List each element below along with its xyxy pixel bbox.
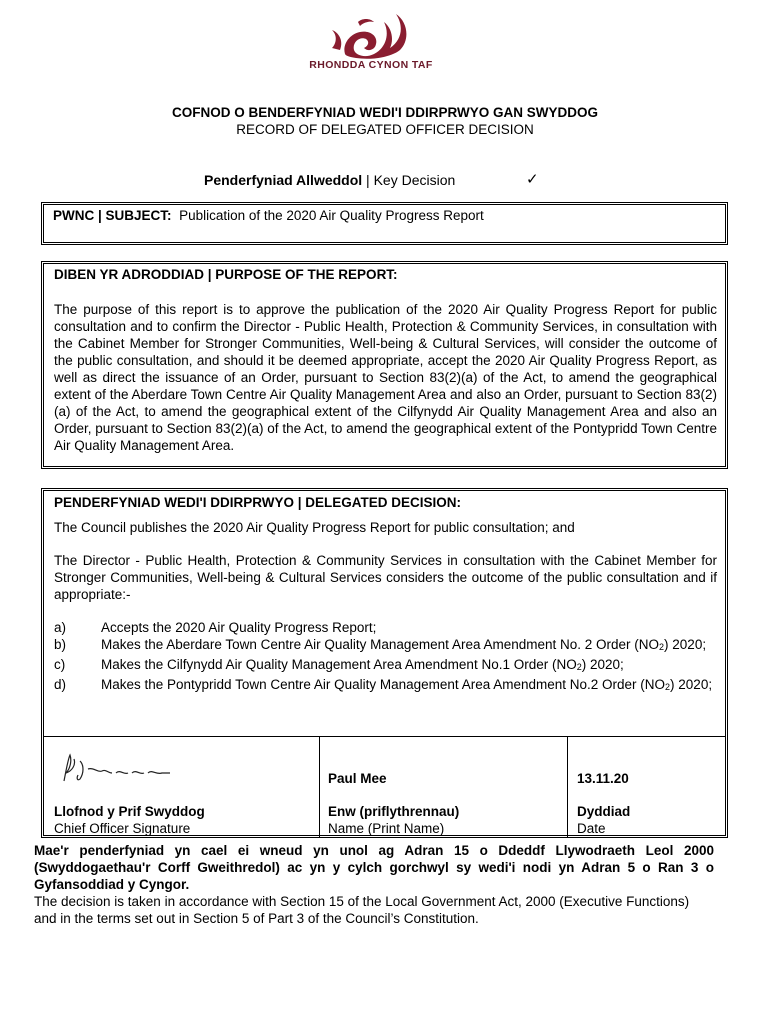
list-text: Makes the Aberdare Town Centre Air Quality Management Area Amendment No. 2 Order $(NO_2)$ 2020; — [101, 637, 707, 652]
list-item — [54, 619, 717, 636]
key-decision-label — [204, 172, 455, 188]
subject-text: Publication of the 2020 Air Quality Progress Report — [179, 208, 484, 223]
signature-label-welsh: Llofnod y Prif Swyddog — [54, 804, 205, 819]
signature-label-english: Chief Officer Signature — [54, 821, 191, 836]
page-title-english: RECORD OF DELEGATED OFFICER DECISION — [236, 122, 534, 137]
list-marker: b) — [54, 637, 67, 652]
page-title-welsh: COFNOD O BENDERFYNIAD WEDI'I DDIRPRWYO GAN SWYDDOG — [172, 105, 598, 120]
list-text: Makes the Cilfynydd Air Quality Management Area Amendment No.1 Order $(NO_2)$ 2020; — [101, 657, 624, 672]
signature-cell — [44, 737, 320, 837]
list-item — [54, 636, 717, 656]
name-cell — [320, 737, 568, 837]
name-label-welsh: Enw (priflythrennau) — [328, 804, 460, 819]
date-cell — [568, 737, 725, 837]
decision-para-1: The Council publishes the 2020 Air Quality Progress Report for public consultation; and — [54, 520, 575, 535]
list-marker: d) — [54, 677, 67, 692]
list-item — [54, 656, 717, 676]
name-value: Paul Mee — [328, 771, 387, 786]
council-logo — [290, 10, 452, 82]
decision-box — [41, 488, 728, 838]
purpose-text: The purpose of this report is to approve the publication of the 2020 Air Quality Progress Report for public consultation and to confirm the Director - Public Health, Protection & Community Services, in consultation with the Cabinet Member for Stronger Communities, Well-being & Cultural Services, will consider the outcome of the public consultation, and should it be deemed appropriate, accept the 2020 Air Quality Progress Report, as well as direct the issuance of an Order, pursuant to Section 83(2)(a) of the Act, to amend the geographical extent of the Aberdare Town Centre Air Quality Management Area and also an Order, pursuant to Section 83(2)(a) of the Act, to amend the geographical extent of the Cilfynydd Air Quality Management Area and also an Order, pursuant to Section 83(2)(a) of the Act, to amend the geographical extent of the Pontypridd Town Centre Air Quality Management Area. — [54, 302, 717, 453]
decision-list — [54, 619, 717, 696]
subject-line — [53, 208, 484, 223]
date-value: 13.11.20 — [577, 771, 629, 786]
logo-text: RHONDDA CYNON TAF — [309, 59, 433, 71]
footer-english: The decision is taken in accordance with Section 15 of the Local Government Act, 2000 (Executive Functions) and in the terms set out in Section 5 of Part 3 of the Council’s Constitution. — [34, 894, 690, 926]
decision-para-2: The Director - Public Health, Protection & Community Services in consultation with the Cabinet Member for Stronger Communities, Well-being & Cultural Services considers the outcome of the public consultation and if appropriate:- — [54, 553, 717, 602]
dragon-icon — [290, 10, 452, 60]
subject-box — [41, 202, 728, 245]
footer-welsh: Mae'r penderfyniad yn cael ei wneud yn unol ag Adran 15 o Ddeddf Llywodraeth Leol 2000 (Swyddogaethau'r Corff Gweithredol) ac yn y cylch gorchwyl sy wedi'i nodi yn Adran 5 o Ran 3 o Gyfansoddiad y Cyngor. — [34, 843, 714, 892]
list-marker: c) — [54, 657, 66, 672]
decision-heading: PENDERFYNIAD WEDI'I DDIRPRWYO | DELEGATED DECISION: — [54, 495, 462, 510]
purpose-heading: DIBEN YR ADRODDIAD | PURPOSE OF THE REPORT: — [54, 267, 398, 282]
list-text: Accepts the 2020 Air Quality Progress Report; — [101, 620, 377, 635]
list-item — [54, 676, 717, 696]
subject-label: PWNC | SUBJECT: — [53, 208, 172, 223]
key-decision-english: | Key Decision — [362, 172, 456, 188]
signature-table — [44, 736, 725, 837]
key-decision-welsh: Penderfyniad Allweddol — [204, 172, 363, 188]
handwritten-signature — [58, 751, 178, 785]
purpose-box — [41, 261, 728, 469]
checkmark-icon: ✓ — [526, 171, 539, 188]
list-marker: a) — [54, 620, 67, 635]
list-text: Makes the Pontypridd Town Centre Air Quality Management Area Amendment No.2 Order $(NO_2)$ 2020; — [101, 677, 713, 692]
name-label-english: Name (Print Name) — [328, 821, 445, 836]
date-label-english: Date — [577, 821, 606, 836]
date-label-welsh: Dyddiad — [577, 804, 631, 819]
